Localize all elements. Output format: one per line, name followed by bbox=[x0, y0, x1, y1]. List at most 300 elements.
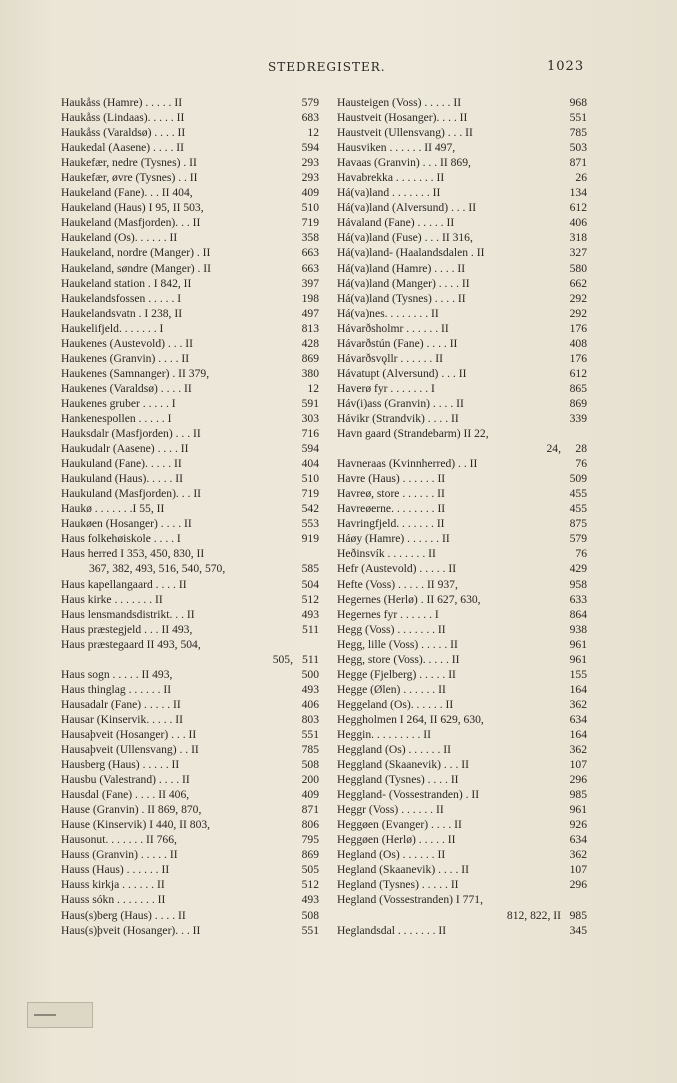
index-entry bbox=[61, 546, 319, 561]
entry-name: Heggland (Tysnes) . . . . II bbox=[337, 773, 459, 787]
index-entry bbox=[337, 501, 587, 516]
index-entry bbox=[337, 727, 587, 742]
entry-name: Haus præstegjeld . . . II 493, bbox=[61, 622, 193, 636]
entry-page: 296 bbox=[569, 773, 587, 787]
entry-page: 633 bbox=[569, 592, 587, 606]
entry-name: Havre (Haus) . . . . . . II bbox=[337, 472, 446, 486]
stamp-bar bbox=[34, 1014, 56, 1016]
entry-name: Hausviken . . . . . . II 497, bbox=[337, 141, 456, 155]
index-entry bbox=[61, 847, 319, 862]
index-entry bbox=[61, 561, 319, 576]
index-entry bbox=[337, 426, 587, 441]
index-entry bbox=[61, 757, 319, 772]
entry-name: Hegge (Ølen) . . . . . . II bbox=[337, 682, 446, 696]
entry-page: 293 bbox=[301, 156, 319, 170]
entry-page: 303 bbox=[301, 411, 319, 425]
entry-page: 508 bbox=[301, 758, 319, 772]
entry-page: 76 bbox=[575, 547, 587, 561]
entry-page: 155 bbox=[569, 667, 587, 681]
entry-page: 362 bbox=[569, 697, 587, 711]
entry-name: Haukudalr (Aasene) . . . . II bbox=[61, 442, 189, 456]
entry-name: Heggin. . . . . . . . . II bbox=[337, 727, 432, 741]
index-entry bbox=[337, 802, 587, 817]
entry-name: Haukeland station . I 842, II bbox=[61, 276, 192, 290]
index-entry bbox=[61, 245, 319, 260]
index-entry bbox=[61, 682, 319, 697]
index-entry bbox=[337, 908, 587, 923]
entry-page: 663 bbox=[301, 261, 319, 275]
index-entry bbox=[61, 592, 319, 607]
entry-page: 12 bbox=[307, 381, 319, 395]
index-entry bbox=[337, 351, 587, 366]
entry-page: 292 bbox=[569, 291, 587, 305]
entry-name: Heggøen (Evanger) . . . . II bbox=[337, 818, 462, 832]
entry-name: Háøy (Hamre) . . . . . . II bbox=[337, 532, 450, 546]
entry-page: 612 bbox=[569, 201, 587, 215]
entry-name: Hausar (Kinservik. . . . . II bbox=[61, 712, 184, 726]
entry-name: Heðinsvík . . . . . . . II bbox=[337, 547, 436, 561]
entry-page: 176 bbox=[569, 351, 587, 365]
entry-name: Havn gaard (Strandebarm) II 22, bbox=[337, 427, 489, 441]
entry-page: 585 bbox=[301, 562, 319, 576]
entry-name: Hegge (Fjelberg) . . . . . II bbox=[337, 667, 456, 681]
entry-page: 683 bbox=[301, 111, 319, 125]
entry-name: Hausdal (Fane) . . . . II 406, bbox=[61, 788, 190, 802]
index-entry bbox=[337, 787, 587, 802]
entry-name: Haukefær, øvre (Tysnes) . . II bbox=[61, 171, 198, 185]
entry-name: Haustveit (Hosanger). . . . II bbox=[337, 111, 468, 125]
index-entry bbox=[61, 336, 319, 351]
entry-page: 404 bbox=[301, 457, 319, 471]
entry-page: 961 bbox=[569, 652, 587, 666]
index-entry bbox=[337, 847, 587, 862]
entry-name: Havreøerne. . . . . . . . II bbox=[337, 502, 446, 516]
entry-page: 76 bbox=[575, 457, 587, 471]
index-entry bbox=[337, 261, 587, 276]
index-entry bbox=[337, 396, 587, 411]
entry-name: Haukuland (Fane). . . . . II bbox=[61, 457, 182, 471]
entry-name: Hávarðstún (Fane) . . . . II bbox=[337, 336, 458, 350]
entry-page: 409 bbox=[301, 788, 319, 802]
index-entry bbox=[61, 321, 319, 336]
entry-page: 871 bbox=[301, 803, 319, 817]
entry-page: 612 bbox=[569, 366, 587, 380]
index-entry bbox=[337, 215, 587, 230]
entry-page: 865 bbox=[569, 381, 587, 395]
entry-name: Haukelifjeld. . . . . . . I bbox=[61, 321, 164, 335]
entry-name: Hávarðsvǫllr . . . . . . II bbox=[337, 351, 443, 365]
entry-page: 339 bbox=[569, 411, 587, 425]
entry-name: Hauss (Haus) . . . . . . II bbox=[61, 863, 170, 877]
entry-name: Hávikr (Strandvik) . . . . II bbox=[337, 411, 459, 425]
entry-name: Hegg, lille (Voss) . . . . . II bbox=[337, 637, 458, 651]
entry-page: 634 bbox=[569, 712, 587, 726]
entry-name: Heggr (Voss) . . . . . . II bbox=[337, 803, 444, 817]
entry-page: 785 bbox=[301, 743, 319, 757]
index-entry bbox=[337, 291, 587, 306]
entry-page: 510 bbox=[301, 472, 319, 486]
entry-page: 869 bbox=[569, 396, 587, 410]
entry-page: 662 bbox=[569, 276, 587, 290]
index-entry bbox=[61, 712, 319, 727]
index-entry bbox=[337, 697, 587, 712]
entry-page: 497 bbox=[301, 306, 319, 320]
entry-page: 591 bbox=[301, 396, 319, 410]
index-entry bbox=[337, 155, 587, 170]
entry-name: Hefte (Voss) . . . . . II 937, bbox=[337, 577, 458, 591]
index-entry bbox=[61, 261, 319, 276]
entry-name: Hausaþveit (Ullensvang) . . II bbox=[61, 743, 199, 757]
index-entry bbox=[337, 637, 587, 652]
index-entry bbox=[61, 531, 319, 546]
entry-page: 28 bbox=[575, 442, 587, 456]
entry-page: 961 bbox=[569, 637, 587, 651]
running-title: STEDREGISTER. bbox=[268, 60, 386, 74]
entry-page: 293 bbox=[301, 171, 319, 185]
entry-page: 292 bbox=[569, 306, 587, 320]
entry-page: 511 bbox=[302, 622, 319, 636]
index-entry bbox=[61, 637, 319, 652]
entry-name: Havneraas (Kvinnherred) . . II bbox=[337, 457, 478, 471]
entry-page: 511 bbox=[302, 652, 319, 666]
entry-page: 869 bbox=[301, 351, 319, 365]
entry-page: 542 bbox=[301, 502, 319, 516]
index-entry bbox=[61, 276, 319, 291]
index-entry bbox=[337, 456, 587, 471]
index-entry bbox=[337, 486, 587, 501]
index-entry bbox=[61, 501, 319, 516]
index-entry bbox=[337, 336, 587, 351]
entry-name: Há(va)land (Tysnes) . . . . II bbox=[337, 291, 466, 305]
entry-page: 164 bbox=[569, 727, 587, 741]
entry-name: Heggholmen I 264, II 629, 630, bbox=[337, 712, 484, 726]
index-entry bbox=[337, 862, 587, 877]
index-entry bbox=[337, 561, 587, 576]
entry-name: 812, 822, II bbox=[506, 908, 561, 922]
entry-name: Haukeland, nordre (Manger) . II bbox=[61, 246, 211, 260]
index-column-left bbox=[61, 95, 319, 938]
entry-name: Haus folkehøiskole . . . . I bbox=[61, 532, 181, 546]
index-entry bbox=[337, 170, 587, 185]
entry-page: 716 bbox=[301, 427, 319, 441]
entry-page: 813 bbox=[301, 321, 319, 335]
index-entry bbox=[61, 441, 319, 456]
index-entry bbox=[337, 817, 587, 832]
entry-page: 296 bbox=[569, 878, 587, 892]
entry-name: Hause (Granvin) . II 869, 870, bbox=[61, 803, 202, 817]
entry-name: Hegland (Tysnes) . . . . . II bbox=[337, 878, 459, 892]
entry-page: 968 bbox=[569, 96, 587, 109]
index-entry bbox=[337, 185, 587, 200]
entry-page: 198 bbox=[301, 291, 319, 305]
entry-name: Hegg (Voss) . . . . . . . II bbox=[337, 622, 446, 636]
entry-name: Haukøen (Hosanger) . . . . II bbox=[61, 517, 192, 531]
entry-page: 409 bbox=[301, 186, 319, 200]
index-entry bbox=[61, 877, 319, 892]
entry-name: Haukenes (Austevold) . . . II bbox=[61, 336, 194, 350]
entry-name: Haukeland (Fane). . . II 404, bbox=[61, 186, 193, 200]
entry-name: Haukø . . . . . . .I 55, II bbox=[61, 502, 165, 516]
entry-name: Há(va)land . . . . . . . II bbox=[337, 186, 441, 200]
entry-name: Heggland (Skaanevik) . . . II bbox=[337, 758, 469, 772]
index-entry bbox=[61, 908, 319, 923]
entry-name: 505, bbox=[272, 652, 293, 666]
entry-name: Hausadalr (Fane) . . . . . II bbox=[61, 697, 181, 711]
entry-name: Haukedal (Aasene) . . . . II bbox=[61, 141, 184, 155]
entry-page: 875 bbox=[569, 517, 587, 531]
index-entry bbox=[337, 667, 587, 682]
index-entry bbox=[337, 607, 587, 622]
entry-name: Hauss (Granvin) . . . . . II bbox=[61, 848, 178, 862]
entry-page: 985 bbox=[569, 908, 587, 922]
entry-name: Heggeland (Os). . . . . . II bbox=[337, 697, 454, 711]
index-entry bbox=[61, 742, 319, 757]
index-entry bbox=[61, 772, 319, 787]
entry-name: Hausteigen (Voss) . . . . . II bbox=[337, 96, 462, 109]
entry-name: Haukeland (Masfjorden). . . II bbox=[61, 216, 201, 230]
index-entry bbox=[337, 652, 587, 667]
index-entry bbox=[61, 125, 319, 140]
index-entry bbox=[61, 652, 319, 667]
index-entry bbox=[337, 592, 587, 607]
index-entry bbox=[337, 742, 587, 757]
entry-name: Hegernes (Herlø) . II 627, 630, bbox=[337, 592, 481, 606]
index-entry bbox=[337, 411, 587, 426]
entry-name: Haukuland (Haus). . . . . II bbox=[61, 472, 184, 486]
entry-name: Heggøen (Herlø) . . . . . II bbox=[337, 833, 456, 847]
index-entry bbox=[337, 531, 587, 546]
entry-name: Haukenes (Granvin) . . . . II bbox=[61, 351, 190, 365]
entry-page: 493 bbox=[301, 893, 319, 907]
index-entry bbox=[337, 95, 587, 110]
entry-page: 406 bbox=[569, 216, 587, 230]
entry-page: 961 bbox=[569, 803, 587, 817]
entry-page: 594 bbox=[301, 442, 319, 456]
index-entry bbox=[61, 802, 319, 817]
entry-name: Haukenes gruber . . . . . I bbox=[61, 396, 176, 410]
library-stamp bbox=[27, 1002, 93, 1028]
page-number: 1023 bbox=[547, 59, 585, 74]
entry-page: 327 bbox=[569, 246, 587, 260]
entry-page: 938 bbox=[569, 622, 587, 636]
entry-page: 551 bbox=[569, 111, 587, 125]
index-entry bbox=[337, 230, 587, 245]
entry-page: 719 bbox=[301, 216, 319, 230]
entry-name: Hávatupt (Alversund) . . . II bbox=[337, 366, 467, 380]
entry-name: Haus kapellangaard . . . . II bbox=[61, 577, 187, 591]
entry-name: Haus præstegaard II 493, 504, bbox=[61, 637, 201, 651]
index-entry bbox=[61, 471, 319, 486]
entry-page: 594 bbox=[301, 141, 319, 155]
entry-page: 493 bbox=[301, 607, 319, 621]
index-entry bbox=[337, 877, 587, 892]
entry-name: Hausaþveit (Hosanger) . . . II bbox=[61, 727, 197, 741]
index-entry bbox=[61, 185, 319, 200]
entry-name: Haus thinglag . . . . . . II bbox=[61, 682, 172, 696]
entry-page: 795 bbox=[301, 833, 319, 847]
entry-name: Hegland (Vossestranden) I 771, bbox=[337, 893, 483, 907]
entry-name: Hegernes fyr . . . . . . I bbox=[337, 607, 439, 621]
entry-name: Há(va)land (Manger) . . . . II bbox=[337, 276, 470, 290]
index-entry bbox=[61, 140, 319, 155]
index-entry bbox=[337, 682, 587, 697]
index-entry bbox=[61, 396, 319, 411]
index-entry bbox=[337, 892, 587, 907]
entry-name: Hauss kirkja . . . . . . II bbox=[61, 878, 165, 892]
entry-page: 510 bbox=[301, 201, 319, 215]
entry-page: 512 bbox=[301, 592, 319, 606]
index-entry bbox=[61, 923, 319, 938]
entry-name: Hankenespollen . . . . . I bbox=[61, 411, 172, 425]
entry-page: 12 bbox=[307, 126, 319, 140]
entry-name: Hávarðsholmr . . . . . . II bbox=[337, 321, 449, 335]
entry-page: 958 bbox=[569, 577, 587, 591]
entry-name: Havaas (Granvin) . . . II 869, bbox=[337, 156, 471, 170]
index-entry bbox=[337, 546, 587, 561]
index-entry bbox=[61, 230, 319, 245]
entry-name: Hegland (Os) . . . . . . II bbox=[337, 848, 446, 862]
entry-page: 580 bbox=[569, 261, 587, 275]
index-entry bbox=[337, 516, 587, 531]
index-entry bbox=[61, 667, 319, 682]
entry-page: 500 bbox=[301, 667, 319, 681]
entry-page: 358 bbox=[301, 231, 319, 245]
index-entry bbox=[61, 110, 319, 125]
index-entry bbox=[61, 170, 319, 185]
entry-page: 380 bbox=[301, 366, 319, 380]
index-entry bbox=[61, 787, 319, 802]
entry-name: Hegg, store (Voss). . . . . II bbox=[337, 652, 460, 666]
entry-name: Hausbu (Valestrand) . . . . II bbox=[61, 773, 190, 787]
index-entry bbox=[337, 577, 587, 592]
entry-page: 508 bbox=[301, 908, 319, 922]
entry-page: 803 bbox=[301, 712, 319, 726]
entry-name: Haverø fyr . . . . . . . I bbox=[337, 381, 435, 395]
index-entry bbox=[61, 426, 319, 441]
entry-page: 397 bbox=[301, 276, 319, 290]
entry-name: Há(va)land (Alversund) . . . II bbox=[337, 201, 477, 215]
entry-name: Haus herred I 353, 450, 830, II bbox=[61, 547, 205, 561]
page-header bbox=[0, 60, 677, 80]
entry-page: 107 bbox=[569, 863, 587, 877]
entry-page: 26 bbox=[575, 171, 587, 185]
index-entry bbox=[61, 200, 319, 215]
index-entry bbox=[337, 125, 587, 140]
index-entry bbox=[337, 306, 587, 321]
entry-page: 553 bbox=[301, 517, 319, 531]
entry-name: Haukåss (Hamre) . . . . . II bbox=[61, 96, 183, 109]
index-entry bbox=[337, 366, 587, 381]
entry-name: Hausonut. . . . . . . II 766, bbox=[61, 833, 177, 847]
entry-page: 504 bbox=[301, 577, 319, 591]
entry-name: Hause (Kinservik) I 440, II 803, bbox=[61, 818, 211, 832]
entry-page: 345 bbox=[569, 923, 587, 937]
index-entry bbox=[61, 817, 319, 832]
entry-page: 134 bbox=[569, 186, 587, 200]
index-entry bbox=[61, 291, 319, 306]
entry-page: 362 bbox=[569, 743, 587, 757]
index-entry bbox=[61, 577, 319, 592]
index-entry bbox=[61, 366, 319, 381]
index-entry bbox=[61, 486, 319, 501]
entry-name: Heggland- (Vossestranden) . II bbox=[337, 788, 480, 802]
entry-page: 871 bbox=[569, 156, 587, 170]
entry-name: Haus kirke . . . . . . . II bbox=[61, 592, 163, 606]
entry-page: 719 bbox=[301, 487, 319, 501]
entry-page: 509 bbox=[569, 472, 587, 486]
entry-page: 176 bbox=[569, 321, 587, 335]
entry-name: Havreø, store . . . . . . II bbox=[337, 487, 445, 501]
entry-page: 926 bbox=[569, 818, 587, 832]
entry-page: 512 bbox=[301, 878, 319, 892]
index-entry bbox=[337, 441, 587, 456]
entry-page: 200 bbox=[301, 773, 319, 787]
entry-page: 579 bbox=[569, 532, 587, 546]
entry-page: 919 bbox=[301, 532, 319, 546]
entry-name: Há(va)nes. . . . . . . . II bbox=[337, 306, 439, 320]
index-entry bbox=[337, 381, 587, 396]
entry-name: Há(va)land (Fuse) . . . II 316, bbox=[337, 231, 473, 245]
entry-page: 551 bbox=[301, 923, 319, 937]
index-entry bbox=[61, 306, 319, 321]
entry-page: 493 bbox=[301, 682, 319, 696]
entry-name: Havabrekka . . . . . . . II bbox=[337, 171, 445, 185]
index-entry bbox=[61, 727, 319, 742]
index-entry bbox=[337, 245, 587, 260]
index-entry bbox=[61, 892, 319, 907]
index-entry bbox=[337, 110, 587, 125]
entry-name: Hauss sókn . . . . . . . II bbox=[61, 893, 166, 907]
entry-page: 634 bbox=[569, 833, 587, 847]
index-entry bbox=[61, 697, 319, 712]
index-entry bbox=[61, 155, 319, 170]
entry-name: Haukelandsvatn . I 238, II bbox=[61, 306, 183, 320]
entry-page: 455 bbox=[569, 487, 587, 501]
index-entry bbox=[61, 516, 319, 531]
entry-name: Haukenes (Samnanger) . II 379, bbox=[61, 366, 210, 380]
entry-name: 367, 382, 493, 516, 540, 570, bbox=[89, 562, 226, 576]
entry-page: 579 bbox=[301, 96, 319, 109]
entry-page: 318 bbox=[569, 231, 587, 245]
index-entry bbox=[61, 95, 319, 110]
entry-page: 408 bbox=[569, 336, 587, 350]
index-entry bbox=[337, 321, 587, 336]
index-entry bbox=[337, 140, 587, 155]
entry-page: 551 bbox=[301, 727, 319, 741]
index-entry bbox=[337, 757, 587, 772]
entry-name: Haukenes (Varaldsø) . . . . II bbox=[61, 381, 192, 395]
entry-name: Haus sogn . . . . . II 493, bbox=[61, 667, 173, 681]
entry-page: 428 bbox=[301, 336, 319, 350]
entry-name: Haukåss (Varaldsø) . . . . II bbox=[61, 126, 186, 140]
entry-page: 869 bbox=[301, 848, 319, 862]
index-entry bbox=[61, 411, 319, 426]
index-entry bbox=[337, 772, 587, 787]
entry-name: Haukelandsfossen . . . . . I bbox=[61, 291, 182, 305]
index-entry bbox=[61, 862, 319, 877]
entry-page: 164 bbox=[569, 682, 587, 696]
index-entry bbox=[61, 381, 319, 396]
index-entry bbox=[337, 712, 587, 727]
index-entry bbox=[337, 622, 587, 637]
index-entry bbox=[61, 607, 319, 622]
index-entry bbox=[61, 456, 319, 471]
entry-name: 24, bbox=[546, 442, 561, 456]
entry-name: Há(va)land- (Haalandsdalen . II bbox=[337, 246, 485, 260]
entry-name: Hegland (Skaanevik) . . . . II bbox=[337, 863, 469, 877]
entry-name: Há(va)land (Hamre) . . . . II bbox=[337, 261, 466, 275]
entry-name: Haustveit (Ullensvang) . . . II bbox=[337, 126, 473, 140]
